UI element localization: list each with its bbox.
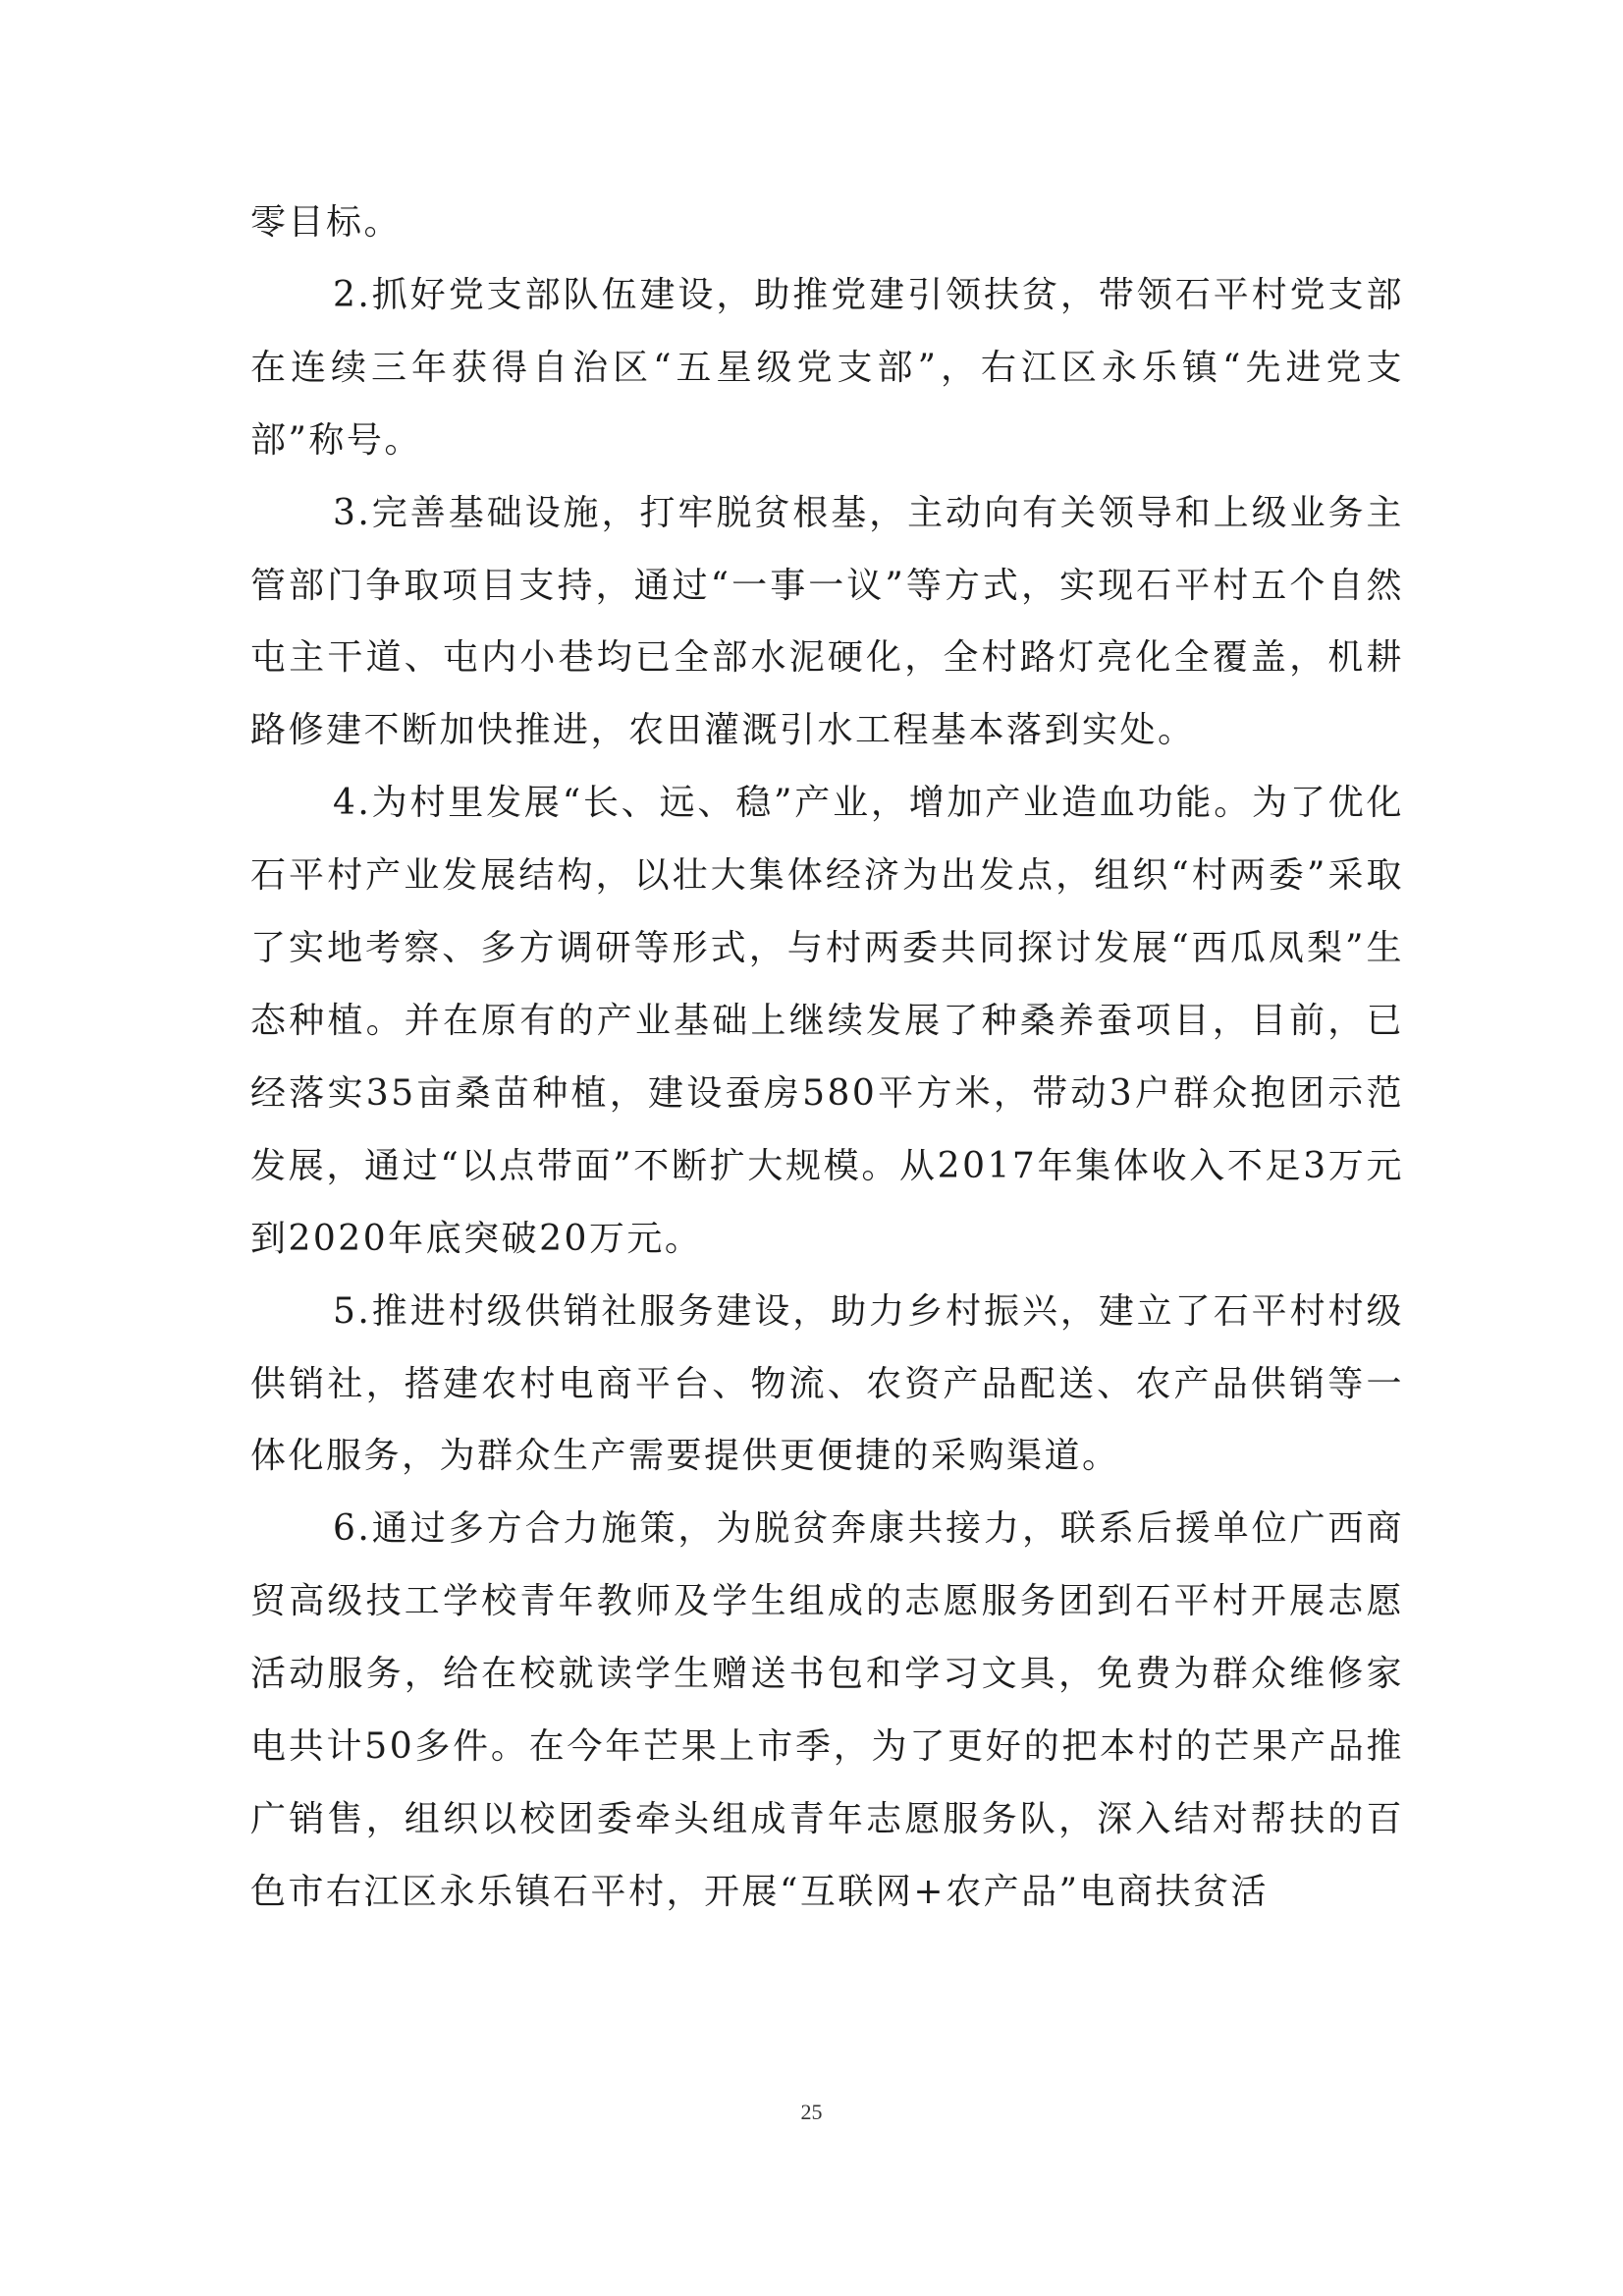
paragraph-item-6: 6.通过多方合力施策，为脱贫奔康共接力，联系后援单位广西商贸高级技工学校青年教师及学生组成的志愿服务团到石平村开展志愿活动服务，给在校就读学生赠送书包和学习文具，免费为群众维修家电共计50多件。在今年芒果上市季，为了更好的把本村的芒果产品推广销售，组织以校团委牵头组成青年志愿服务队，深入结对帮扶的百色市右江区永乐镇石平村，开展“互联网+农产品”电商扶贫活: [250, 1508, 1404, 1912]
paragraph-continuation: 零目标。: [250, 202, 403, 243]
paragraph-item-5: 5.推进村级供销社服务建设，助力乡村振兴，建立了石平村村级供销社，搭建农村电商平台、物流、农资产品配送、农产品供销等一体化服务，为群众生产需要提供更便捷的采购渠道。: [250, 1290, 1404, 1477]
paragraph-item-3: 3.完善基础设施，打牢脱贫根基，主动向有关领导和上级业务主管部门争取项目支持，通过“一事一议”等方式，实现石平村五个自然屯主干道、屯内小巷均已全部水泥硬化，全村路灯亮化全覆盖，机耕路修建不断加快推进，农田灌溉引水工程基本落到实处。: [250, 492, 1404, 751]
page-number: 25: [800, 2100, 823, 2124]
paragraph-item-2: 2.抓好党支部队伍建设，助推党建引领扶贫，带领石平村党支部在连续三年获得自治区“五星级党支部”，右江区永乐镇“先进党支部”称号。: [250, 274, 1404, 461]
paragraph-item-4: 4.为村里发展“长、远、稳”产业，增加产业造血功能。为了优化石平村产业发展结构，以壮大集体经济为出发点，组织“村两委”采取了实地考察、多方调研等形式，与村两委共同探讨发展“西瓜凤梨”生态种植。并在原有的产业基础上继续发展了种桑养蚕项目，目前，已经落实35亩桑苗种植，建设蚕房580平方米，带动3户群众抱团示范发展，通过“以点带面”不断扩大规模。从2017年集体收入不足3万元到2020年底突破20万元。: [250, 783, 1404, 1259]
body-text: [250, 187, 1404, 1929]
